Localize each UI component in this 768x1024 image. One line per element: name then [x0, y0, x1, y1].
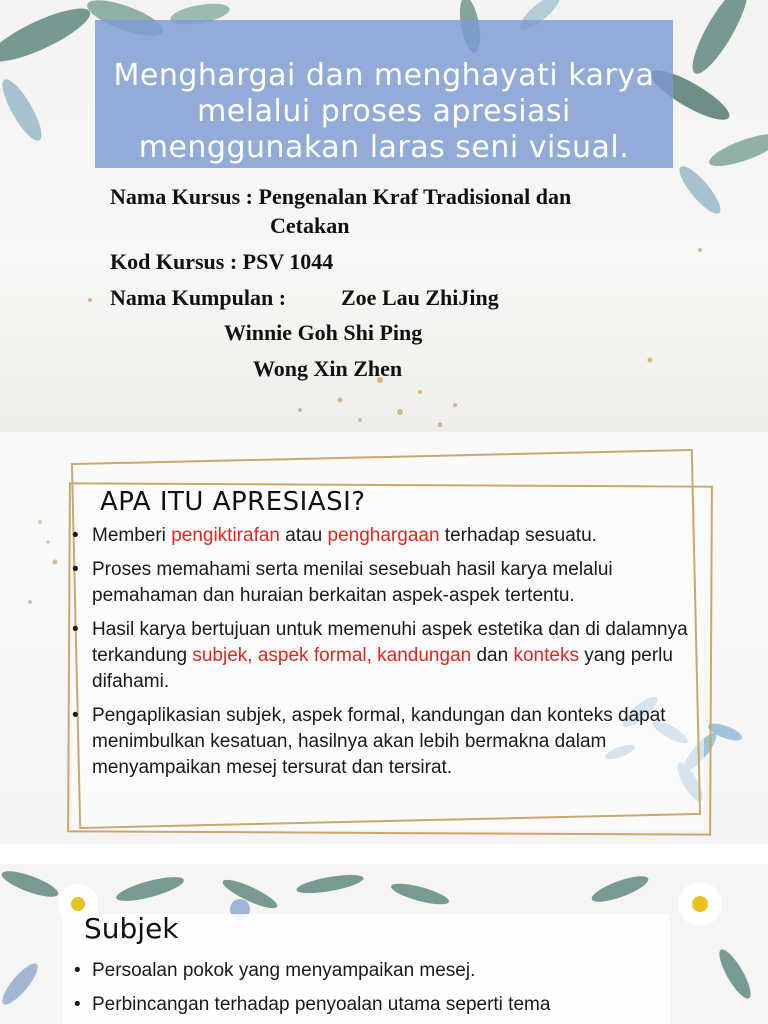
list-item — [70, 557, 710, 609]
text: Pengaplikasian subjek, aspek formal, kandungan dan konteks dapat menimbulkan kesatuan, hasilnya akan lebih bermakna dalam menyampaikan mesej tersurat dan tersirat. — [92, 705, 666, 778]
text: Memberi — [92, 525, 172, 546]
bullet-icon: • — [72, 619, 79, 640]
bullet-icon: • — [72, 705, 79, 726]
slide-title — [0, 0, 768, 432]
highlight-text: penghargaan — [327, 525, 440, 546]
highlight-text: pengiktirafan — [171, 525, 280, 546]
text: Persoalan pokok yang menyampaikan mesej. — [92, 960, 476, 981]
slide-subjek — [0, 864, 768, 1024]
course-name-continued: Cetakan — [270, 213, 350, 238]
bullet-icon: • — [72, 525, 79, 546]
section-heading: Subjek — [84, 912, 179, 945]
bullet-icon: • — [74, 994, 81, 1015]
text: Proses memahami serta menilai sesebuah hasil karya melalui pemahaman dan huraian berkaitan aspek-aspek tertentu. — [92, 559, 613, 606]
slide-title-text: Menghargai dan menghayati karya melalui proses apresiasi menggunakan laras seni visual. — [113, 58, 655, 165]
group-label: Nama Kumpulan : — [110, 285, 287, 310]
section-heading: APA ITU APRESIASI? — [100, 487, 366, 517]
text: terhadap sesuatu. — [439, 525, 597, 546]
bullet-list — [70, 523, 710, 789]
text: atau — [279, 525, 328, 546]
bullet-icon: • — [72, 559, 79, 580]
highlight-text: subjek, aspek formal, kandungan — [192, 645, 472, 666]
text: Perbincangan terhadap penyoalan utama seperti tema — [92, 994, 551, 1015]
course-code: Kod Kursus : PSV 1044 — [110, 249, 334, 274]
member-name: Zoe Lau ZhiJing — [341, 285, 499, 310]
course-name: Nama Kursus : Pengenalan Kraf Tradisional dan — [110, 184, 572, 209]
list-item — [70, 703, 710, 781]
list-item — [72, 992, 692, 1018]
member-name: Winnie Goh Shi Ping — [224, 320, 423, 345]
slide-apresiasi — [0, 432, 768, 844]
list-item — [70, 523, 710, 549]
bullet-icon: • — [74, 960, 81, 981]
text: yang perlu difahami. — [92, 645, 673, 692]
highlight-text: konteks — [513, 645, 579, 666]
list-item — [70, 617, 710, 695]
text: Hasil karya bertujuan untuk memenuhi aspek estetika dan di dalamnya terkandung — [92, 619, 688, 666]
list-item — [72, 958, 692, 984]
text: dan — [471, 645, 514, 666]
bullet-list — [72, 958, 692, 1024]
member-name: Wong Xin Zhen — [253, 356, 403, 381]
